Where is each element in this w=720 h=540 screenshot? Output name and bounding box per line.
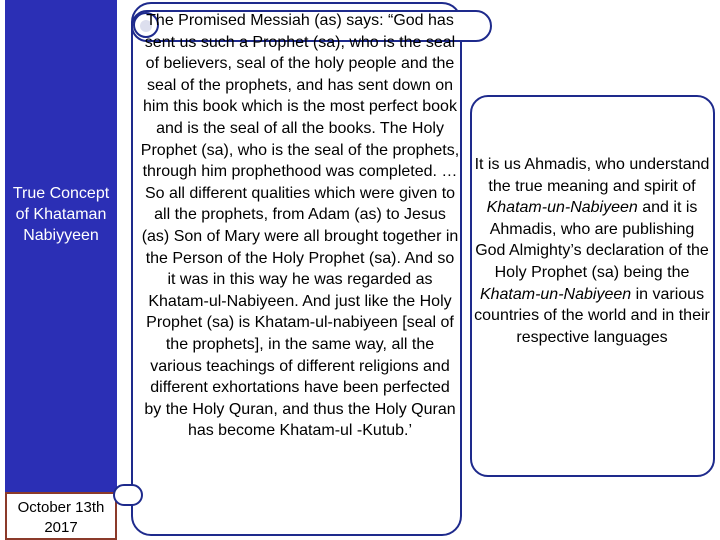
note-text-part3: in various countries of the world and in their respective languages xyxy=(474,285,710,346)
quote-text: The Promised Messiah (as) says: “God has sent us such a Prophet (sa), who is the seal of believers, seal of the holy people and the seal of the prophets, and has sent down on him this book which is the most perfect book and is the seal of all the books. The Holy Prophet (sa), who is the seal of the prophets, through him prophethood was completed. … So all different qualities which were given to all the prophets, from Adam (as) to Jesus (as) Son of Mary were all brought together in the Person of the Holy Prophet (sa). And so it was in this way he was regarded as Khatam-ul-Nabiyeen. And just like the Holy Prophet (sa) is Khatam-ul-nabiyeen [seal of the prophets], in the same way, all the various teachings of different religions and different exhortations have been perfected by the Holy Quran, and thus the Holy Quran has become Khatam-ul -Kutub.’ xyxy=(140,12,460,440)
note-text xyxy=(474,154,710,348)
sidebar-panel xyxy=(5,0,117,492)
scroll-bottom-curl-icon xyxy=(113,484,143,506)
slide-title: True Concept of Khataman Nabiyyeen xyxy=(12,185,110,244)
date-label: October 13th 2017 xyxy=(17,499,105,536)
note-emphasis-2: Khatam-un-Nabiyeen xyxy=(479,285,632,303)
note-text-part2: and it is Ahmadis, who are publishing God Almighty’s declaration of the Holy Prophet (sa) being the xyxy=(475,199,709,281)
note-text-part1: It is us Ahmadis, who understand the true meaning and spirit of xyxy=(474,156,710,195)
note-emphasis-1: Khatam-un-Nabiyeen xyxy=(486,199,638,217)
